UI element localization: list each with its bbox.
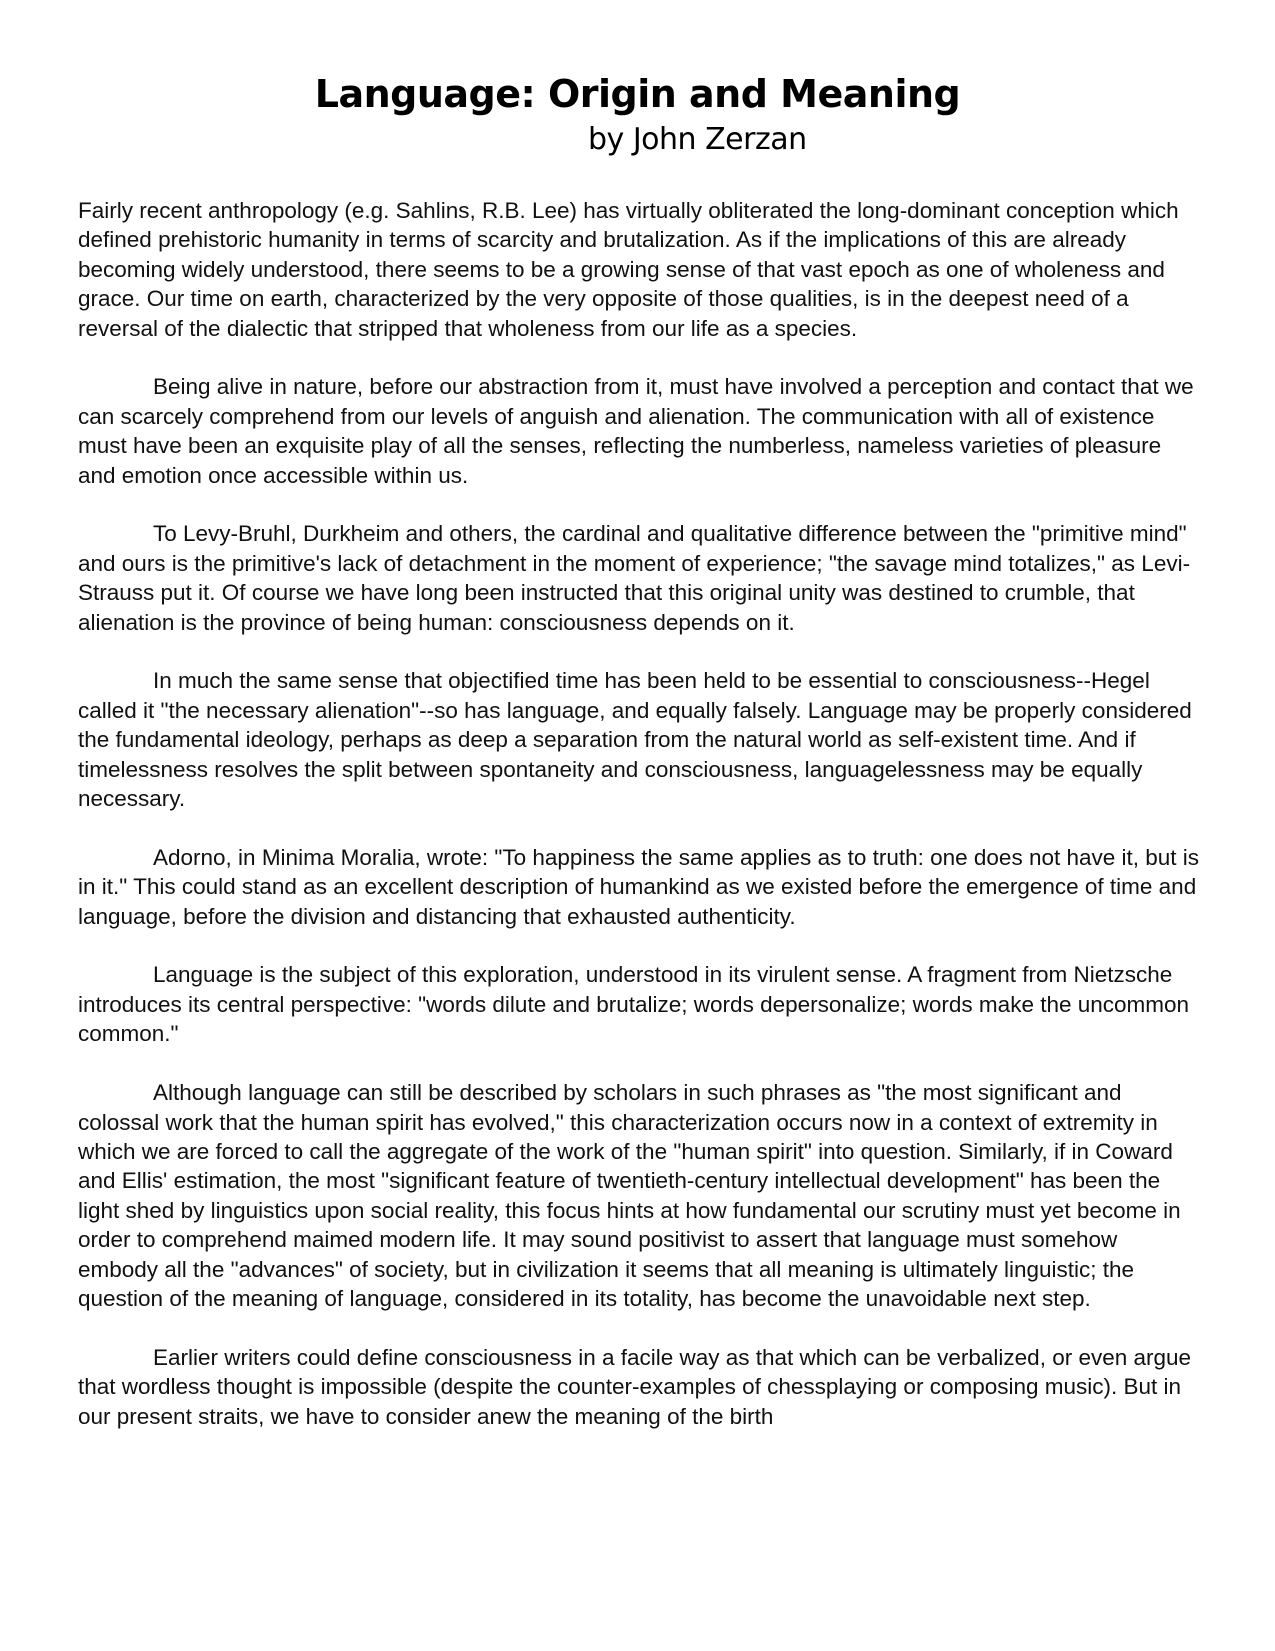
paragraph-4: In much the same sense that objectified time has been held to be essential to consciousness--Hegel called it "the necessary alienation"--so has language, and equally falsely. Language may be properly considered the fundamental ideology, perhaps as deep a separation from the natural world as self-existent time. And if timelessness resolves the split between spontaneity and consciousness, languagelessness may be equally necessary.: [78, 668, 1192, 812]
paragraph-3: To Levy-Bruhl, Durkheim and others, the cardinal and qualitative difference between the "primitive mind" and ours is the primitive's lack of detachment in the moment of experience; "the savage mind totalizes," as Levi-Strauss put it. Of course we have long been instructed that this original unity was destined to crumble, that alienation is the province of being human: consciousness depends on it.: [78, 521, 1191, 635]
document-title: Language: Origin and Meaning: [314, 72, 961, 116]
paragraph-1: Fairly recent anthropology (e.g. Sahlins, R.B. Lee) has virtually obliterated the long-dominant conception which defined prehistoric humanity in terms of scarcity and brutalization. As if the implications of this are already becoming widely understood, there seems to be a growing sense of that vast epoch as one of wholeness and grace. Our time on earth, characterized by the very opposite of those qualities, is in the deepest need of a reversal of the dialectic that stripped that wholeness from our life as a species.: [78, 198, 1179, 341]
paragraph-2: Being alive in nature, before our abstraction from it, must have involved a perception and contact that we can scarcely comprehend from our levels of anguish and alienation. The communication with all of existence must have been an exquisite play of all the senses, reflecting the numberless, nameless varieties of pleasure and emotion once accessible within us.: [78, 374, 1194, 488]
document-header: [0, 70, 1275, 170]
paragraph-5: Adorno, in Minima Moralia, wrote: "To happiness the same applies as to truth: one does not have it, but is in it." This could stand as an excellent description of humankind as we existed before the emergence of time and language, before the division and distancing that exhausted authenticity.: [78, 844, 1200, 929]
paragraph-7: Although language can still be described by scholars in such phrases as "the most significant and colossal work that the human spirit has evolved," this characterization occurs now in a context of extremity in which we are forced to call the aggregate of the work of the "human spirit" into question. Similarly, if in Coward and Ellis' estimation, the most "significant feature of twentieth-century intellectual development" has been the light shed by linguistics upon social reality, this focus hints at how fundamental our scrutiny must yet become in order to comprehend maimed modern life. It may sound positivist to assert that language must somehow embody all the "advances" of society, but in civilization it seems that all meaning is ultimately linguistic; the question of the meaning of language, considered in its totality, has become the unavoidable next step.: [78, 1080, 1181, 1311]
paragraph-6: Language is the subject of this exploration, understood in its virulent sense. A fragment from Nietzsche introduces its central perspective: "words dilute and brutalize; words depersonalize; words make the uncommon common.": [78, 962, 1190, 1047]
paragraph-8: Earlier writers could define consciousness in a facile way as that which can be verbalized, or even argue that wordless thought is impossible (despite the counter-examples of chessplaying or composing music). But in our present straits, we have to consider anew the meaning of the birth: [78, 1344, 1192, 1429]
document-body: [78, 196, 1200, 1460]
author-byline: by John Zerzan: [588, 122, 807, 157]
